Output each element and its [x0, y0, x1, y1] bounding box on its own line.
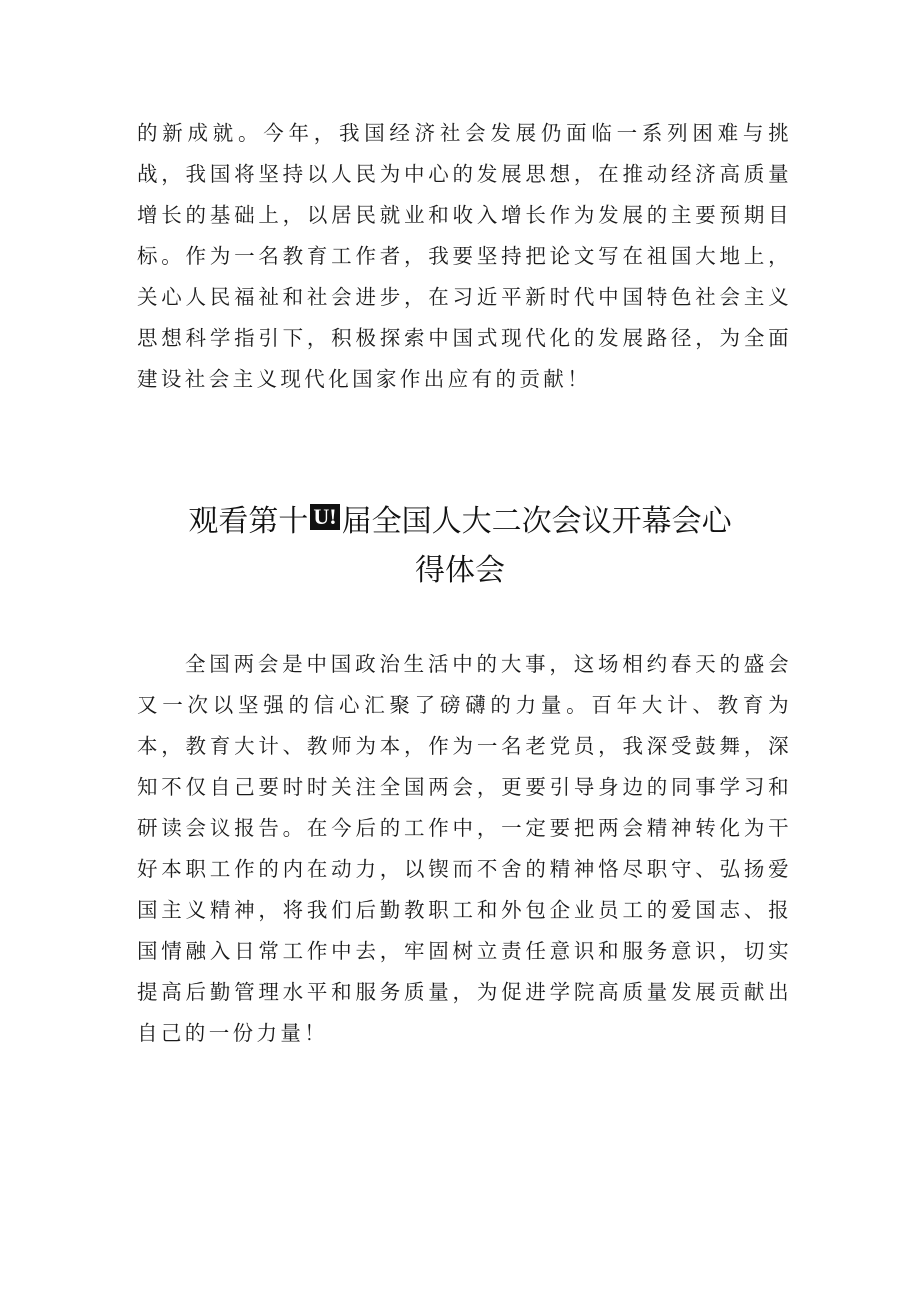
body-paragraph-bottom: 全国两会是中国政治生活中的大事，这场相约春天的盛会又一次以坚强的信心汇聚了磅礴的力量。百年大计、教育为本，教育大计、教师为本，作为一名老党员，我深受鼓舞，深知不仅自己要时时关注全国两会，更要引导身边的同事学习和研读会议报告。在今后的工作中，一定要把两会精神转化为干好本职工作的内在动力，以锲而不舍的精神恪尽职守、弘扬爱国主义精神，将我们后勤教职工和外包企业员工的爱国志、报国情融入日常工作中去，牢固树立责任意识和服务意识，切实提高后勤管理水平和服务质量，为促进学院高质量发展贡献出自己的一份力量！	[137, 652, 792, 1045]
body-paragraph-top: 的新成就。今年，我国经济社会发展仍面临一系列困难与挑战，我国将坚持以人民为中心的发展思想，在推动经济高质量增长的基础上，以居民就业和收入增长作为发展的主要预期目标。作为一名教育工作者，我要坚持把论文写在祖国大地上，关心人民福祉和社会进步，在习近平新时代中国特色社会主义思想科学指引下，积极探索中国式现代化的发展路径，为全面建设社会主义现代化国家作出应有的贡献！	[137, 121, 792, 391]
title-glitch-mark: U!	[310, 504, 339, 530]
title-text-part2: 届全国人大二次会议开幕会心	[341, 504, 732, 539]
title-text-part1: 观看第十	[188, 504, 309, 539]
article-title	[100, 497, 820, 595]
title-text-line2: 得体会	[415, 553, 505, 588]
